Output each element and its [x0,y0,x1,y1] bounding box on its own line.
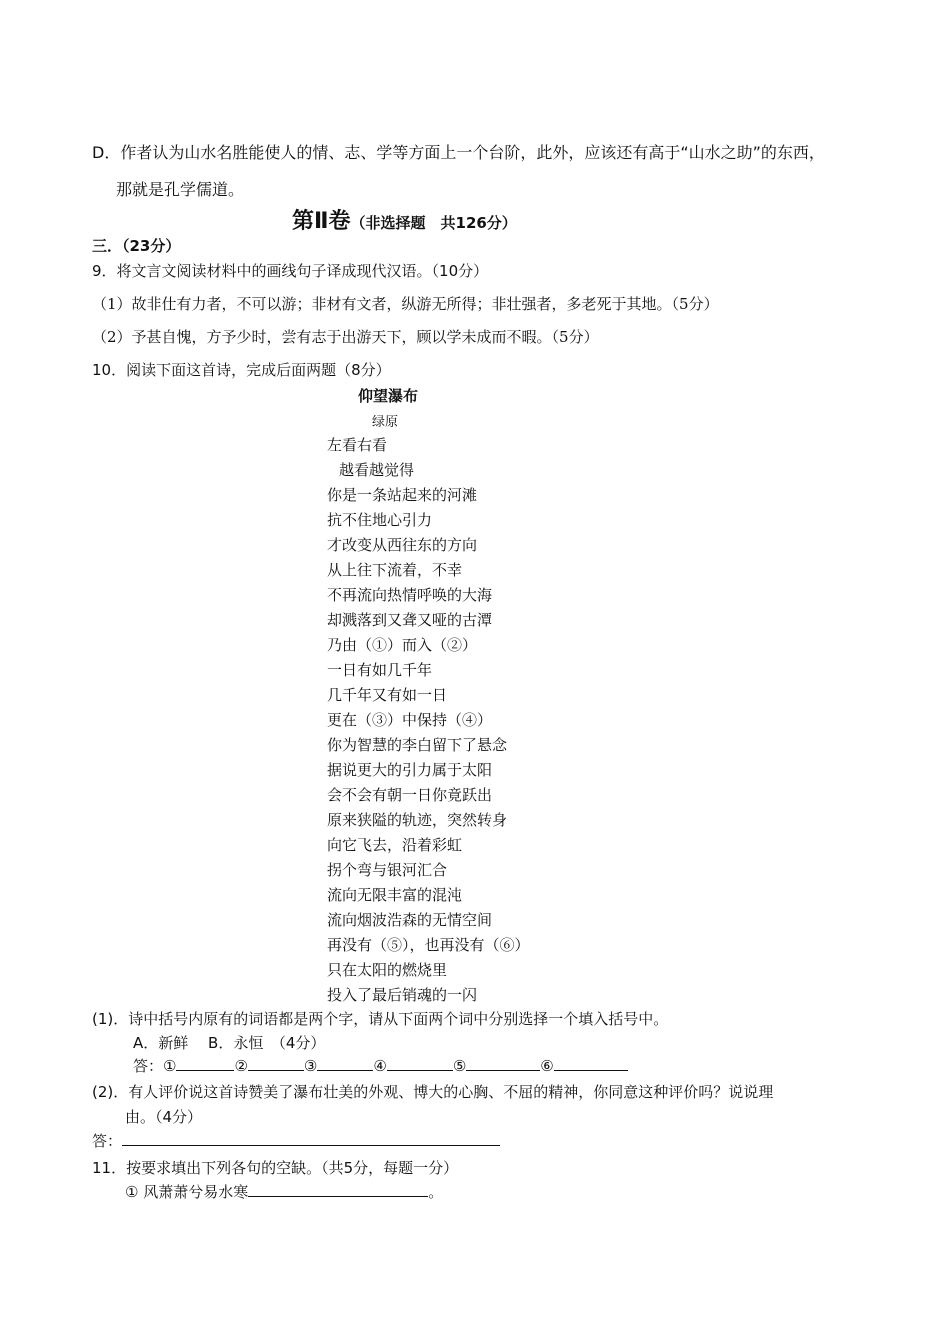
q9-stem: 9．将文言文阅读材料中的画线句子译成现代汉语。（10分） [92,262,489,280]
poem-line: 不再流向热情呼唤的大海 [327,586,493,604]
answer-mark-2: ② [234,1057,248,1075]
poem-line: 拐个弯与银河汇合 [327,861,448,879]
q11-item-1 [125,1181,443,1202]
poem-line: 投入了最后销魂的一闪 [327,986,478,1004]
poem-line: 却溅落到又聋又哑的古潭 [327,611,493,629]
poem-line: 越看越觉得 [339,461,415,479]
q9-item-1: （1）故非仕有力者，不可以游；非材有文者，纵游无所得；非壮强者，多老死于其地。（5分） [92,295,719,313]
q10-sub1 [92,1008,668,1029]
q11-item-1-text: ① 风萧萧兮易水寒 [125,1183,249,1201]
poem-line: 从上往下流着，不幸 [327,561,463,579]
poem-line: 你是一条站起来的河滩 [327,486,478,504]
poem-line: 原来狭隘的轨迹，突然转身 [327,811,508,829]
poem-line: 据说更大的引力属于太阳 [327,761,493,779]
q9-item-2: （2）予甚自愧，方予少时，尝有志于出游天下，顾以学未成而不暇。（5分） [92,328,599,346]
poem-line: 会不会有朝一日你竟跃出 [327,786,493,804]
answer-blank-5[interactable] [466,1056,540,1071]
poem-line: 一日有如几千年 [327,661,433,679]
answer-line[interactable] [122,1131,500,1146]
answer-mark-4: ④ [373,1057,387,1075]
option-d-letter: D． [92,143,121,162]
answer-blank-1[interactable] [176,1056,234,1071]
poem-author: 绿原 [372,415,399,430]
poem-line: 只在太阳的燃烧里 [327,961,448,979]
section-header [292,204,517,235]
poem-line: 几千年又有如一日 [327,686,448,704]
q11-stem: 11．按要求填出下列各句的空缺。（共5分，每题一分） [92,1159,459,1177]
answer-label: 答： [92,1132,123,1150]
answer-blank-3[interactable] [317,1056,373,1071]
section-subtitle: （非选择题 共126分） [350,214,517,232]
q10-sub2 [92,1081,773,1102]
poem-line: 抗不住地心引力 [327,511,433,529]
part-three-heading: 三．（23分） [92,237,181,255]
option-d [92,140,825,163]
q10-stem: 10．阅读下面这首诗，完成后面两题（8分） [92,361,391,379]
answer-label: 答： [133,1057,164,1075]
answer-blank-2[interactable] [248,1056,304,1071]
q10-sub2-number: (2)． [92,1083,129,1101]
poem-line: 才改变从西往东的方向 [327,536,478,554]
answer-blank-6[interactable] [554,1056,628,1071]
poem-line: 流向无限丰富的混沌 [327,886,463,904]
answer-mark-6: ⑥ [540,1057,554,1075]
q10-sub1-options: A．新鲜 B．永恒 （4分） [133,1034,326,1052]
poem-line: 向它飞去，沿着彩虹 [327,836,463,854]
poem-line: 左看右看 [327,436,388,454]
q10-sub2-text: 有人评价说这首诗赞美了瀑布壮美的外观、博大的心胸、不屈的精神，你同意这种评价吗？说说理 [128,1083,774,1101]
q11-item-1-blank[interactable] [248,1182,428,1197]
section-title: 第Ⅱ卷 [292,209,351,234]
poem-title: 仰望瀑布 [358,387,419,405]
poem-line: 再没有（⑤），也再没有（⑥） [327,936,530,954]
poem-line: 乃由（①）而入（②） [327,636,478,654]
answer-mark-1: ① [163,1057,177,1075]
q10-sub1-text: 诗中括号内原有的词语都是两个字，请从下面两个词中分别选择一个填入括号中。 [128,1010,669,1028]
poem-line: 流向烟波浩森的无情空间 [327,911,493,929]
q10-sub2-continuation: 由。（4分） [125,1108,203,1126]
poem-line: 你为智慧的李白留下了悬念 [327,736,508,754]
option-d-continuation: 那就是孔学儒道。 [116,180,245,199]
answer-mark-3: ③ [303,1057,318,1075]
option-d-text: 作者认为山水名胜能使人的情、志、学等方面上一个台阶，此外，应该还有高于“山水之助”的东西， [120,143,825,162]
answer-mark-5: ⑤ [452,1057,467,1075]
q10-sub1-answer-row [133,1055,628,1076]
q10-sub2-answer-row [92,1130,500,1151]
poem-line: 更在（③）中保持（④） [327,711,493,729]
q11-item-1-end: 。 [428,1183,444,1201]
answer-blank-4[interactable] [387,1056,453,1071]
q10-sub1-number: (1)． [92,1010,129,1028]
